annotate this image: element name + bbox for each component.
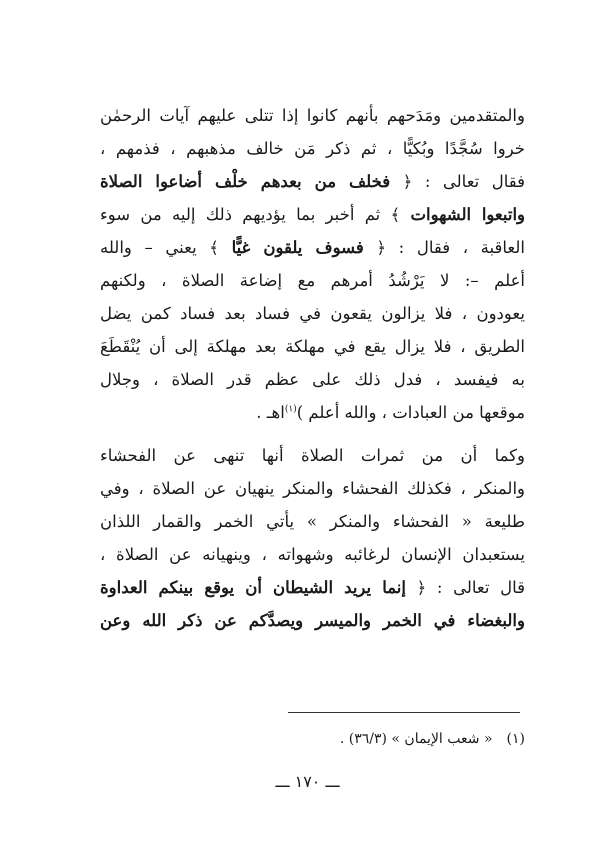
footnote-separator [288, 712, 520, 713]
text-line [100, 330, 525, 363]
quran-verse: فخلف من بعدهم خلْف أضاعوا الصلاة [100, 172, 391, 191]
line-text: الطريق ، فلا يزال يقع في مهلكة بعد مهلكة إلى أن يُنْقَطَعَ [100, 337, 525, 356]
quran-open-bracket: ﴿ [416, 578, 427, 597]
text-line [100, 472, 525, 505]
line-text: قال تعالى : [436, 578, 525, 597]
quran-open-bracket: ﴿ [402, 172, 413, 191]
text-line [100, 198, 525, 231]
line-text: به فيفسد ، فدل ذلك على عظم قدر الصلاة ، وجلال [100, 370, 525, 389]
line-text: العاقبة ، فقال : [398, 238, 525, 257]
text-line [100, 505, 525, 538]
quran-verse: إنما يريد الشيطان أن يوقع بينكم العداوة [100, 578, 406, 597]
line-text: يعني – والله [100, 238, 197, 257]
quran-close-bracket: ﴾ [390, 205, 401, 224]
text-line [100, 538, 525, 571]
text-line [100, 571, 525, 604]
text-line [100, 604, 525, 637]
quran-verse: واتبعوا الشهوات [410, 205, 526, 224]
page-number: ـــ ١٧٠ ـــ [275, 772, 340, 791]
line-text: أعلم –: لا يَرْشُدُ أمرهم مع إضاعة الصلاة ، ولكنهم [100, 271, 525, 290]
quran-verse: والبغضاء في الخمر والميسر ويصدَّكم عن ذكر الله وعن [100, 611, 525, 630]
text-line [100, 132, 525, 165]
line-text: والمتقدمين ومَدَحهم بأنهم كانوا إذا تتلى عليهم آيات الرحمٰن [100, 106, 525, 125]
footnote-number: (١) [506, 731, 525, 747]
line-text: يستعبدان الإنسان لرغائبه وشهواته ، وينهيانه عن الصلاة ، [100, 545, 525, 564]
text-line [100, 396, 525, 429]
footnote-reference: (١) [284, 404, 297, 415]
quran-close-bracket: ﴾ [209, 238, 219, 257]
text-line [100, 297, 525, 330]
line-text: موقعها من العبادات ، والله أعلم ) [296, 403, 525, 422]
line-text: يعودون ، فلا يزالون يقعون في فساد بعد فساد كمن يضل [100, 304, 525, 323]
line-text: خروا سُجَّدًا وبُكيًّا ، ثم ذكر مَن خالف مذهبهم ، فذمهم ، [100, 139, 525, 158]
quran-verse: فسوف يلقون غيًّا [231, 238, 364, 257]
text-line [100, 165, 525, 198]
text-line [100, 363, 525, 396]
quran-open-bracket: ﴿ [376, 238, 387, 257]
line-text: فقال تعالى : [424, 172, 526, 191]
text-line [100, 264, 525, 297]
text-line [100, 439, 525, 472]
text-line [100, 99, 525, 132]
footnote-text: « شعب الإيمان » (٣٦/٣) . [339, 731, 493, 747]
footnote [250, 728, 525, 750]
line-text: اهـ . [256, 403, 285, 422]
line-text: والمنكر ، فكذلك الفحشاء والمنكر ينهيان عن الصلاة ، وفي [100, 479, 525, 498]
main-text [100, 99, 525, 637]
line-text: طليعة « الفحشاء والمنكر » يأتي الخمر والقمار اللذان [100, 512, 525, 531]
line-text: ثم أخبر بما يؤديهم ذلك إليه من سوء [100, 205, 381, 224]
line-text: وكما أن من ثمرات الصلاة أنها تنهى عن الفحشاء [100, 446, 525, 465]
text-line [100, 231, 525, 264]
